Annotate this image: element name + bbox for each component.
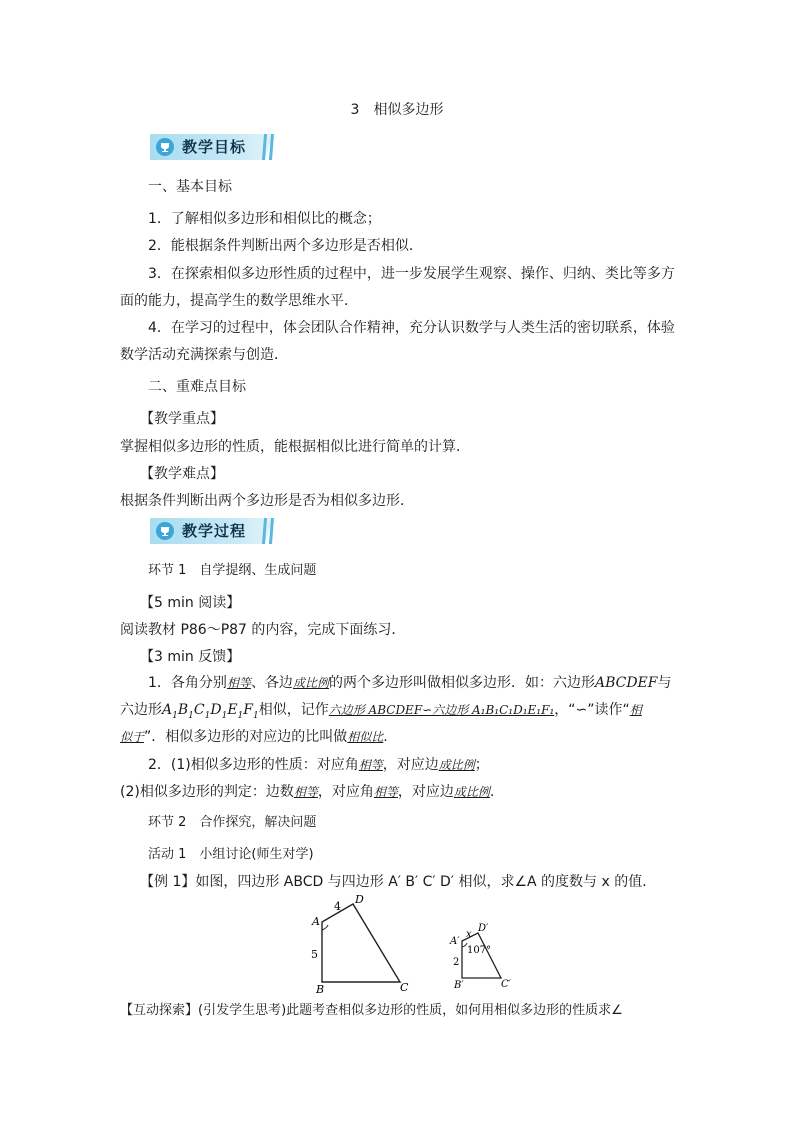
answer-blank: 相等: [373, 785, 398, 799]
goal-item: 面的能力，提高学生的数学思维水平．: [120, 293, 358, 309]
trophy-icon: [156, 138, 174, 156]
question-2-line-1: 2．(1)相似多边形的性质：对应角相等，对应边成比例；: [148, 757, 489, 773]
page-title: 3 相似多边形: [350, 102, 444, 118]
side-length-label: 4: [334, 900, 341, 913]
feedback-label: 【3 min 反馈】: [140, 649, 241, 665]
vertex-label: B: [316, 983, 325, 996]
goal-item: 3．在探索相似多边形性质的过程中，进一步发展学生观察、操作、归纳、类比等多方: [148, 266, 675, 282]
difficulty-label: 【教学难点】: [140, 466, 224, 482]
answer-blank: 相等: [358, 758, 383, 772]
angle-label: 107°: [467, 945, 492, 956]
read-text: 阅读教材 P86～P87 的内容，完成下面练习．: [120, 622, 406, 638]
angle-a-arc: [322, 925, 328, 930]
trophy-icon: [156, 522, 174, 540]
vertex-label: C: [400, 981, 409, 994]
focus-text: 掌握相似多边形的性质，能根据相似比进行简单的计算．: [120, 439, 470, 455]
answer-blank: 似于: [120, 730, 145, 744]
side-length-label: 2: [453, 957, 460, 968]
vertex-label: D: [355, 893, 364, 906]
side-length-label: x: [466, 929, 472, 940]
example-1: 【例 1】如图，四边形 ABCD 与四边形 A′ B′ C′ D′ 相似，求∠A 的度数与 x 的值．: [140, 874, 657, 890]
activity1-heading: 活动 1 小组讨论(师生对学): [148, 847, 314, 862]
goal-item: 2．能根据条件判断出两个多边形是否相似．: [148, 238, 423, 254]
answer-blank: 相似比: [347, 730, 384, 744]
interactive-explore: 【互动探索】(引发学生思考)此题考查相似多边形的性质，如何用相似多边形的性质求∠: [120, 1003, 623, 1018]
vertex-label: B′: [454, 980, 464, 991]
banner-label: 教学过程: [182, 522, 247, 540]
section-banner-process: [150, 518, 280, 544]
vertex-label: D′: [478, 923, 489, 934]
vertex-label: A′: [450, 936, 460, 947]
quadrilateral-abcd: [322, 904, 400, 982]
focus-label: 【教学重点】: [140, 411, 224, 427]
quadrilateral-figure: [300, 892, 530, 997]
answer-blank: 相: [629, 703, 642, 717]
section-banner-goals: [150, 134, 280, 160]
answer-blank: 成比例: [453, 785, 490, 799]
difficulty-text: 根据条件判断出两个多边形是否为相似多边形．: [120, 493, 414, 509]
step2-heading: 环节 2 合作探究，解决问题: [148, 815, 317, 830]
answer-blank: 成比例: [438, 758, 475, 772]
goal-item: 数学活动充满探索与创造．: [120, 347, 288, 363]
goal-item: 4．在学习的过程中，体会团队合作精神，充分认识数学与人类生活的密切联系，体验: [148, 320, 675, 336]
read-label: 【5 min 阅读】: [140, 595, 241, 611]
answer-blank: 六边形 ABCDEF∽六边形 A₁B₁C₁D₁E₁F₁: [328, 703, 555, 717]
question-1-line-2: 六边形$A_1B_1C_1D_1E_1F_1$相似，记作六边形 ABCDEF∽六边形 A₁B₁C₁D₁E₁F₁，“∽”读作“相: [120, 702, 642, 721]
question-2-line-2: (2)相似多边形的判定：边数相等，对应角相等，对应边成比例.: [120, 784, 495, 800]
basic-goals-heading: 一、基本目标: [148, 179, 232, 195]
side-length-label: 5: [311, 948, 318, 961]
answer-blank: 相等: [293, 785, 318, 799]
answer-blank: 成比例: [292, 676, 329, 690]
answer-blank: 相等: [226, 676, 251, 690]
step1-heading: 环节 1 自学提纲、生成问题: [148, 563, 317, 578]
goal-item: 1．了解相似多边形和相似比的概念；: [148, 211, 381, 227]
key-goals-heading: 二、重难点目标: [148, 379, 246, 395]
question-1-line-3: 似于”．相似多边形的对应边的比叫做相似比.: [120, 729, 388, 745]
question-1-line-1: 1．各角分别相等、各边成比例的两个多边形叫做相似多边形．如：六边形ABCDEF与: [148, 675, 672, 691]
banner-label: 教学目标: [182, 138, 247, 156]
vertex-label: C′: [501, 979, 511, 990]
vertex-label: A: [312, 915, 320, 928]
